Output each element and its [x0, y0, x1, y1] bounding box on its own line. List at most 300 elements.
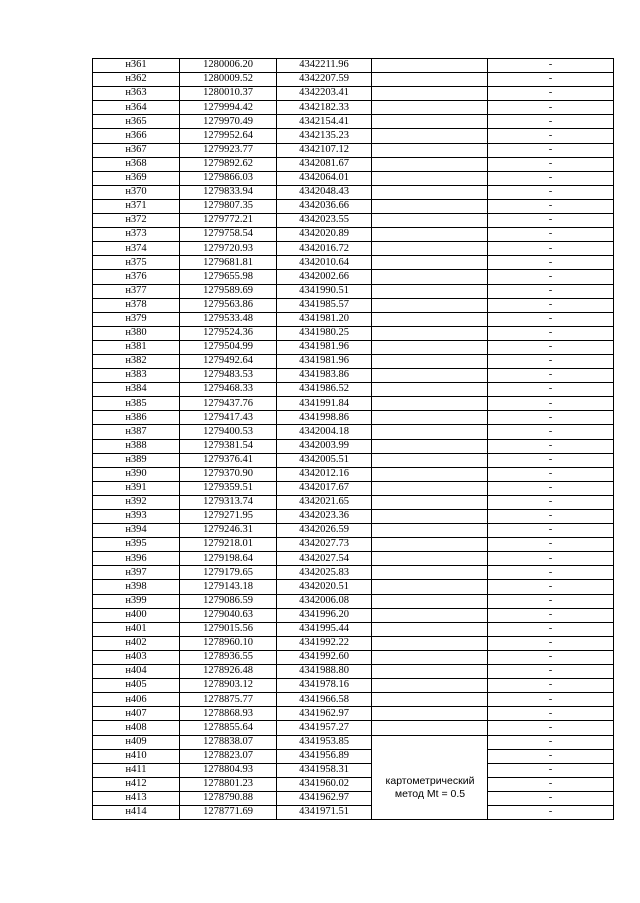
x-coordinate-cell: 1279086.59: [180, 594, 277, 608]
method-cell: [372, 538, 488, 552]
point-id-cell: н408: [93, 721, 180, 735]
method-cell: [372, 397, 488, 411]
point-id-cell: н371: [93, 199, 180, 213]
table-row: [93, 59, 614, 73]
table-row: [93, 467, 614, 481]
y-coordinate-cell: 4341980.25: [277, 326, 372, 340]
method-cell: [372, 242, 488, 256]
method-cell: [372, 115, 488, 129]
description-cell: -: [488, 580, 614, 594]
description-cell: -: [488, 510, 614, 524]
x-coordinate-cell: 1278926.48: [180, 665, 277, 679]
description-cell: -: [488, 791, 614, 805]
y-coordinate-cell: 4342027.54: [277, 552, 372, 566]
x-coordinate-cell: 1278875.77: [180, 693, 277, 707]
x-coordinate-cell: 1279218.01: [180, 538, 277, 552]
point-id-cell: н389: [93, 453, 180, 467]
description-cell: -: [488, 185, 614, 199]
table-row: [93, 707, 614, 721]
method-cell: [372, 636, 488, 650]
description-cell: -: [488, 411, 614, 425]
point-id-cell: н381: [93, 340, 180, 354]
x-coordinate-cell: 1280010.37: [180, 87, 277, 101]
method-cell: [372, 214, 488, 228]
x-coordinate-cell: 1279589.69: [180, 284, 277, 298]
y-coordinate-cell: 4342023.55: [277, 214, 372, 228]
y-coordinate-cell: 4342135.23: [277, 129, 372, 143]
point-id-cell: н366: [93, 129, 180, 143]
point-id-cell: н386: [93, 411, 180, 425]
method-cell: [372, 312, 488, 326]
x-coordinate-cell: 1278855.64: [180, 721, 277, 735]
description-cell: -: [488, 735, 614, 749]
y-coordinate-cell: 4341988.80: [277, 665, 372, 679]
point-id-cell: н401: [93, 622, 180, 636]
table-row: [93, 312, 614, 326]
table-row: [93, 369, 614, 383]
y-coordinate-cell: 4341958.31: [277, 763, 372, 777]
x-coordinate-cell: 1279437.76: [180, 397, 277, 411]
description-cell: -: [488, 312, 614, 326]
table-row: [93, 284, 614, 298]
table-row: [93, 594, 614, 608]
description-cell: -: [488, 495, 614, 509]
x-coordinate-cell: 1279492.64: [180, 354, 277, 368]
x-coordinate-cell: 1279246.31: [180, 524, 277, 538]
description-cell: -: [488, 354, 614, 368]
x-coordinate-cell: 1279313.74: [180, 495, 277, 509]
point-id-cell: н367: [93, 143, 180, 157]
point-id-cell: н403: [93, 650, 180, 664]
x-coordinate-cell: 1279400.53: [180, 425, 277, 439]
point-id-cell: н388: [93, 439, 180, 453]
description-cell: -: [488, 707, 614, 721]
x-coordinate-cell: 1279483.53: [180, 369, 277, 383]
point-id-cell: н382: [93, 354, 180, 368]
point-id-cell: н387: [93, 425, 180, 439]
point-id-cell: н361: [93, 59, 180, 73]
x-coordinate-cell: 1278771.69: [180, 805, 277, 819]
description-cell: -: [488, 129, 614, 143]
table-row: [93, 622, 614, 636]
coordinates-table: [92, 58, 614, 820]
y-coordinate-cell: 4341981.20: [277, 312, 372, 326]
description-cell: -: [488, 171, 614, 185]
x-coordinate-cell: 1278868.93: [180, 707, 277, 721]
y-coordinate-cell: 4341978.16: [277, 679, 372, 693]
x-coordinate-cell: 1279504.99: [180, 340, 277, 354]
description-cell: -: [488, 481, 614, 495]
y-coordinate-cell: 4341992.60: [277, 650, 372, 664]
y-coordinate-cell: 4341981.96: [277, 340, 372, 354]
y-coordinate-cell: 4342107.12: [277, 143, 372, 157]
y-coordinate-cell: 4342026.59: [277, 524, 372, 538]
description-cell: -: [488, 566, 614, 580]
description-cell: -: [488, 679, 614, 693]
point-id-cell: н406: [93, 693, 180, 707]
description-cell: -: [488, 665, 614, 679]
method-cell: [372, 143, 488, 157]
method-cell: [372, 594, 488, 608]
table-row: [93, 735, 614, 749]
x-coordinate-cell: 1278936.55: [180, 650, 277, 664]
point-id-cell: н365: [93, 115, 180, 129]
method-cell: [372, 721, 488, 735]
description-cell: -: [488, 340, 614, 354]
point-id-cell: н394: [93, 524, 180, 538]
table-row: [93, 354, 614, 368]
point-id-cell: н363: [93, 87, 180, 101]
x-coordinate-cell: 1279563.86: [180, 298, 277, 312]
method-cell: [372, 665, 488, 679]
y-coordinate-cell: 4342027.73: [277, 538, 372, 552]
point-id-cell: н413: [93, 791, 180, 805]
method-cell: [372, 622, 488, 636]
point-id-cell: н370: [93, 185, 180, 199]
x-coordinate-cell: 1279359.51: [180, 481, 277, 495]
method-cell: [372, 552, 488, 566]
y-coordinate-cell: 4342003.99: [277, 439, 372, 453]
x-coordinate-cell: 1278790.88: [180, 791, 277, 805]
description-cell: -: [488, 369, 614, 383]
description-cell: -: [488, 805, 614, 819]
table-row: [93, 524, 614, 538]
table-row: [93, 326, 614, 340]
method-cell: [372, 650, 488, 664]
y-coordinate-cell: 4341981.96: [277, 354, 372, 368]
method-cell: [372, 524, 488, 538]
x-coordinate-cell: 1279720.93: [180, 242, 277, 256]
description-cell: -: [488, 242, 614, 256]
point-id-cell: н384: [93, 383, 180, 397]
table-row: [93, 242, 614, 256]
x-coordinate-cell: 1279417.43: [180, 411, 277, 425]
y-coordinate-cell: 4341956.89: [277, 749, 372, 763]
table-row: [93, 495, 614, 509]
x-coordinate-cell: 1279807.35: [180, 199, 277, 213]
table-row: [93, 510, 614, 524]
table-row: [93, 763, 614, 777]
method-cell: [372, 270, 488, 284]
point-id-cell: н379: [93, 312, 180, 326]
point-id-cell: н368: [93, 157, 180, 171]
table-row: [93, 87, 614, 101]
table-row: [93, 298, 614, 312]
table-row: [93, 552, 614, 566]
x-coordinate-cell: 1279468.33: [180, 383, 277, 397]
table-row: [93, 650, 614, 664]
description-cell: -: [488, 552, 614, 566]
point-id-cell: н372: [93, 214, 180, 228]
y-coordinate-cell: 4342016.72: [277, 242, 372, 256]
method-cell: [372, 284, 488, 298]
point-id-cell: н412: [93, 777, 180, 791]
method-cell: [372, 101, 488, 115]
description-cell: -: [488, 256, 614, 270]
point-id-cell: н409: [93, 735, 180, 749]
description-cell: -: [488, 157, 614, 171]
method-cell: [372, 453, 488, 467]
method-cell: [372, 298, 488, 312]
table-row: [93, 693, 614, 707]
point-id-cell: н404: [93, 665, 180, 679]
description-cell: -: [488, 115, 614, 129]
table-row: [93, 171, 614, 185]
x-coordinate-cell: 1279370.90: [180, 467, 277, 481]
description-cell: -: [488, 298, 614, 312]
description-cell: -: [488, 594, 614, 608]
table-row: [93, 383, 614, 397]
method-cell: [372, 171, 488, 185]
method-cell: [372, 199, 488, 213]
table-row: [93, 439, 614, 453]
table-row: [93, 665, 614, 679]
y-coordinate-cell: 4342020.89: [277, 228, 372, 242]
x-coordinate-cell: 1279143.18: [180, 580, 277, 594]
point-id-cell: н374: [93, 242, 180, 256]
y-coordinate-cell: 4342004.18: [277, 425, 372, 439]
description-cell: -: [488, 270, 614, 284]
method-cell: [372, 411, 488, 425]
point-id-cell: н407: [93, 707, 180, 721]
x-coordinate-cell: 1279533.48: [180, 312, 277, 326]
description-cell: -: [488, 650, 614, 664]
method-cell: [372, 566, 488, 580]
method-cell: [372, 157, 488, 171]
description-cell: -: [488, 59, 614, 73]
coordinates-table-body: [93, 59, 614, 820]
method-cell: [372, 383, 488, 397]
method-cell: [372, 481, 488, 495]
point-id-cell: н364: [93, 101, 180, 115]
table-row: [93, 101, 614, 115]
method-cell: [372, 774, 488, 791]
y-coordinate-cell: 4342006.08: [277, 594, 372, 608]
method-cell: [372, 580, 488, 594]
point-id-cell: н373: [93, 228, 180, 242]
table-row: [93, 566, 614, 580]
y-coordinate-cell: 4342081.67: [277, 157, 372, 171]
x-coordinate-cell: 1279040.63: [180, 608, 277, 622]
point-id-cell: н397: [93, 566, 180, 580]
description-cell: -: [488, 608, 614, 622]
method-cell: [372, 707, 488, 721]
description-cell: -: [488, 538, 614, 552]
y-coordinate-cell: 4341966.58: [277, 693, 372, 707]
description-cell: -: [488, 214, 614, 228]
point-id-cell: н396: [93, 552, 180, 566]
x-coordinate-cell: 1279772.21: [180, 214, 277, 228]
method-cell: [372, 791, 488, 805]
table-row: [93, 805, 614, 819]
x-coordinate-cell: 1278903.12: [180, 679, 277, 693]
x-coordinate-cell: 1279681.81: [180, 256, 277, 270]
y-coordinate-cell: 4342010.64: [277, 256, 372, 270]
description-cell: -: [488, 326, 614, 340]
point-id-cell: н395: [93, 538, 180, 552]
x-coordinate-cell: 1279015.56: [180, 622, 277, 636]
y-coordinate-cell: 4341957.27: [277, 721, 372, 735]
point-id-cell: н405: [93, 679, 180, 693]
point-id-cell: н380: [93, 326, 180, 340]
table-row: [93, 143, 614, 157]
y-coordinate-cell: 4341960.02: [277, 777, 372, 791]
x-coordinate-cell: 1279892.62: [180, 157, 277, 171]
point-id-cell: н399: [93, 594, 180, 608]
y-coordinate-cell: 4341986.52: [277, 383, 372, 397]
method-cell: [372, 185, 488, 199]
method-cell: [372, 495, 488, 509]
x-coordinate-cell: 1279758.54: [180, 228, 277, 242]
description-cell: -: [488, 467, 614, 481]
point-id-cell: н390: [93, 467, 180, 481]
y-coordinate-cell: 4342012.16: [277, 467, 372, 481]
x-coordinate-cell: 1278804.93: [180, 763, 277, 777]
x-coordinate-cell: 1279994.42: [180, 101, 277, 115]
description-cell: -: [488, 524, 614, 538]
x-coordinate-cell: 1279866.03: [180, 171, 277, 185]
method-cell: [372, 805, 488, 819]
y-coordinate-cell: 4341992.22: [277, 636, 372, 650]
x-coordinate-cell: 1279381.54: [180, 439, 277, 453]
method-cell: [372, 340, 488, 354]
method-cell: [372, 73, 488, 87]
x-coordinate-cell: 1279952.64: [180, 129, 277, 143]
y-coordinate-cell: 4342036.66: [277, 199, 372, 213]
point-id-cell: н392: [93, 495, 180, 509]
y-coordinate-cell: 4341991.84: [277, 397, 372, 411]
y-coordinate-cell: 4342005.51: [277, 453, 372, 467]
table-row: [93, 580, 614, 594]
method-cell: [372, 59, 488, 73]
point-id-cell: н393: [93, 510, 180, 524]
point-id-cell: н414: [93, 805, 180, 819]
point-id-cell: н362: [93, 73, 180, 87]
method-cell: [372, 439, 488, 453]
method-cell: [372, 326, 488, 340]
method-cell: [372, 256, 488, 270]
y-coordinate-cell: 4342207.59: [277, 73, 372, 87]
method-cell: [372, 369, 488, 383]
y-coordinate-cell: 4342025.83: [277, 566, 372, 580]
table-row: [93, 749, 614, 763]
table-row: [93, 481, 614, 495]
point-id-cell: н385: [93, 397, 180, 411]
y-coordinate-cell: 4341996.20: [277, 608, 372, 622]
table-row: [93, 270, 614, 284]
x-coordinate-cell: 1279833.94: [180, 185, 277, 199]
method-cell: [372, 425, 488, 439]
y-coordinate-cell: 4341971.51: [277, 805, 372, 819]
y-coordinate-cell: 4341962.97: [277, 791, 372, 805]
table-row: [93, 129, 614, 143]
description-cell: -: [488, 383, 614, 397]
y-coordinate-cell: 4341962.97: [277, 707, 372, 721]
x-coordinate-cell: 1278960.10: [180, 636, 277, 650]
method-note-line-2: метод Mt = 0.5: [394, 787, 466, 800]
description-cell: -: [488, 143, 614, 157]
description-cell: -: [488, 284, 614, 298]
description-cell: -: [488, 101, 614, 115]
y-coordinate-cell: 4341995.44: [277, 622, 372, 636]
method-cell: [372, 679, 488, 693]
table-row: [93, 256, 614, 270]
method-cell: [372, 608, 488, 622]
table-row: [93, 636, 614, 650]
table-row: [93, 73, 614, 87]
table-row: [93, 777, 614, 791]
method-cell: [372, 129, 488, 143]
y-coordinate-cell: 4341985.57: [277, 298, 372, 312]
method-cell: [372, 467, 488, 481]
table-row: [93, 453, 614, 467]
x-coordinate-cell: 1278823.07: [180, 749, 277, 763]
description-cell: -: [488, 199, 614, 213]
method-note-line-1: картометрический: [385, 774, 475, 787]
description-cell: -: [488, 228, 614, 242]
point-id-cell: н411: [93, 763, 180, 777]
description-cell: -: [488, 763, 614, 777]
table-row: [93, 199, 614, 213]
y-coordinate-cell: 4342021.65: [277, 495, 372, 509]
x-coordinate-cell: 1280006.20: [180, 59, 277, 73]
description-cell: -: [488, 749, 614, 763]
y-coordinate-cell: 4342182.33: [277, 101, 372, 115]
x-coordinate-cell: 1279198.64: [180, 552, 277, 566]
table-row: [93, 214, 614, 228]
x-coordinate-cell: 1279655.98: [180, 270, 277, 284]
method-cell: [372, 354, 488, 368]
table-row: [93, 679, 614, 693]
y-coordinate-cell: 4342017.67: [277, 481, 372, 495]
description-cell: -: [488, 636, 614, 650]
method-cell: [372, 763, 488, 777]
y-coordinate-cell: 4342211.96: [277, 59, 372, 73]
point-id-cell: н400: [93, 608, 180, 622]
point-id-cell: н376: [93, 270, 180, 284]
method-cell: [372, 87, 488, 101]
table-row: [93, 340, 614, 354]
description-cell: -: [488, 453, 614, 467]
point-id-cell: н377: [93, 284, 180, 298]
method-cell: [372, 693, 488, 707]
description-cell: -: [488, 777, 614, 791]
method-cell: [372, 749, 488, 763]
table-row: [93, 425, 614, 439]
y-coordinate-cell: 4342064.01: [277, 171, 372, 185]
method-cell: [372, 510, 488, 524]
x-coordinate-cell: 1278838.07: [180, 735, 277, 749]
y-coordinate-cell: 4341983.86: [277, 369, 372, 383]
method-cell: [372, 228, 488, 242]
point-id-cell: н375: [93, 256, 180, 270]
description-cell: -: [488, 693, 614, 707]
x-coordinate-cell: 1279179.65: [180, 566, 277, 580]
description-cell: -: [488, 87, 614, 101]
method-cell: [372, 735, 488, 749]
y-coordinate-cell: 4341990.51: [277, 284, 372, 298]
y-coordinate-cell: 4342020.51: [277, 580, 372, 594]
description-cell: -: [488, 622, 614, 636]
point-id-cell: н398: [93, 580, 180, 594]
point-id-cell: н402: [93, 636, 180, 650]
table-row: [93, 411, 614, 425]
description-cell: -: [488, 73, 614, 87]
y-coordinate-cell: 4341953.85: [277, 735, 372, 749]
table-row: [93, 397, 614, 411]
table-row: [93, 721, 614, 735]
table-row: [93, 115, 614, 129]
